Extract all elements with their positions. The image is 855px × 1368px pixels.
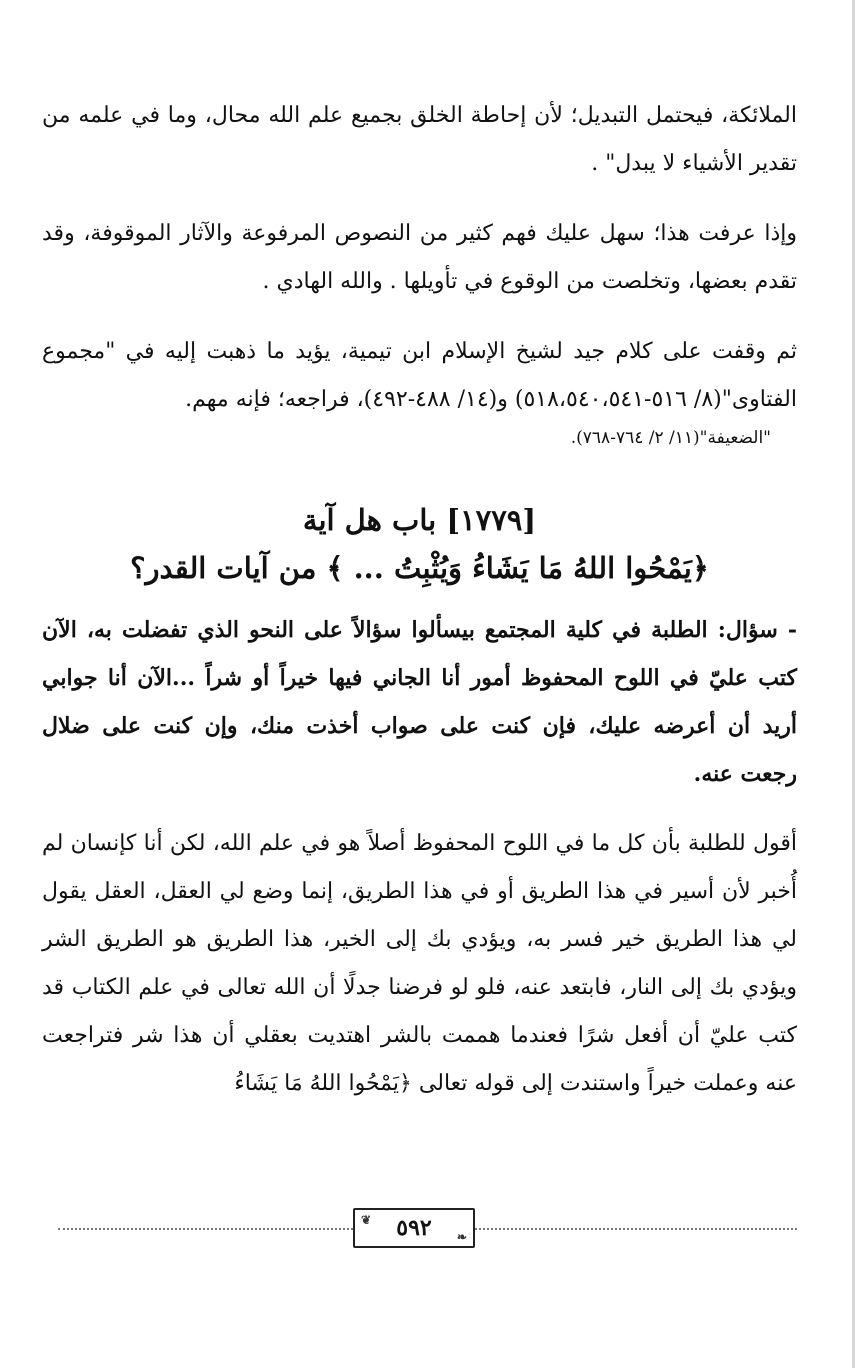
source-reference: "الضعيفة"(١١/ ٢/ ٧٦٤-٧٦٨). [570,428,771,448]
heading-line-1: [١٧٧٩] باب هل آية [302,503,537,537]
paragraph-ibn-taymiyyah: ثم وقفت على كلام جيد لشيخ الإسلام ابن تيمية، يؤيد ما ذهبت إليه في "مجموع الفتاوى"(٨/ ٥١٦-٥١٨،٥٤٠،٥٤١) و(١٤/ ٤٨٨-٤٩٢)، فراجعه؛ فإنه مهم. [42,339,797,412]
question-paragraph: - سؤال: الطلبة في كلية المجتمع بيسألوا سؤالاً على النحو الذي تفضلت به، الآن كتب عليّ في اللوح المحفوظ أمور أنا الجاني فيها خيراً أو شراً ...الآن أنا جوابي أريد أن أعرضه عليك، فإن كنت على صواب أخذت منك، وإن كنت على ضلال رجعت عنه. [42,617,797,787]
page-body [42,92,797,1130]
heading-line-2: ﴿يَمْحُوا اللهُ مَا يَشَاءُ وَيُثْبِتُ ... ﴾ من آيات القدر؟ [130,551,709,585]
answer-paragraph: أقول للطلبة بأن كل ما في اللوح المحفوظ أصلاً هو في علم الله، لكن أنا كإنسان لم أُخبر لأن أسير في هذا الطريق أو في هذا الطريق، إنما وضع لي العقل، العقل يقول لي هذا الطريق خير فسر به، ويؤدي بك إلى الخير، هذا الطريق هو الطريق الشر ويؤدي بك إلى النار، فابتعد عنه، فلو لو فرضنا جدلًا أن الله تعالى في علم الكتاب قد كتب عليّ أن أفعل شرًا فعندما هممت بالشر اهتديت بعقلي أن هذا شر فتراجعت عنه وعملت خيراً واستندت إلى قوله تعالى ﴿يَمْحُوا اللهُ مَا يَشَاءُ [42,831,797,1096]
section-heading [42,496,797,592]
page-number-box [353,1208,475,1248]
paragraph-explanation: وإذا عرفت هذا؛ سهل عليك فهم كثير من النصوص المرفوعة والآثار الموقوفة، وقد تقدم بعضها، وتخلصت من الوقوع في تأويلها . والله الهادي . [42,221,797,294]
paragraph-quote-end: الملائكة، فيحتمل التبديل؛ لأن إحاطة الخلق بجميع علم الله محال، وما في علمه من تقدير الأشياء لا يبدل" . [42,103,797,176]
ornament-icon: ❦ [361,1213,372,1227]
ornament-icon: ❧ [456,1230,467,1244]
page-number: ٥٩٢ [396,1215,432,1241]
